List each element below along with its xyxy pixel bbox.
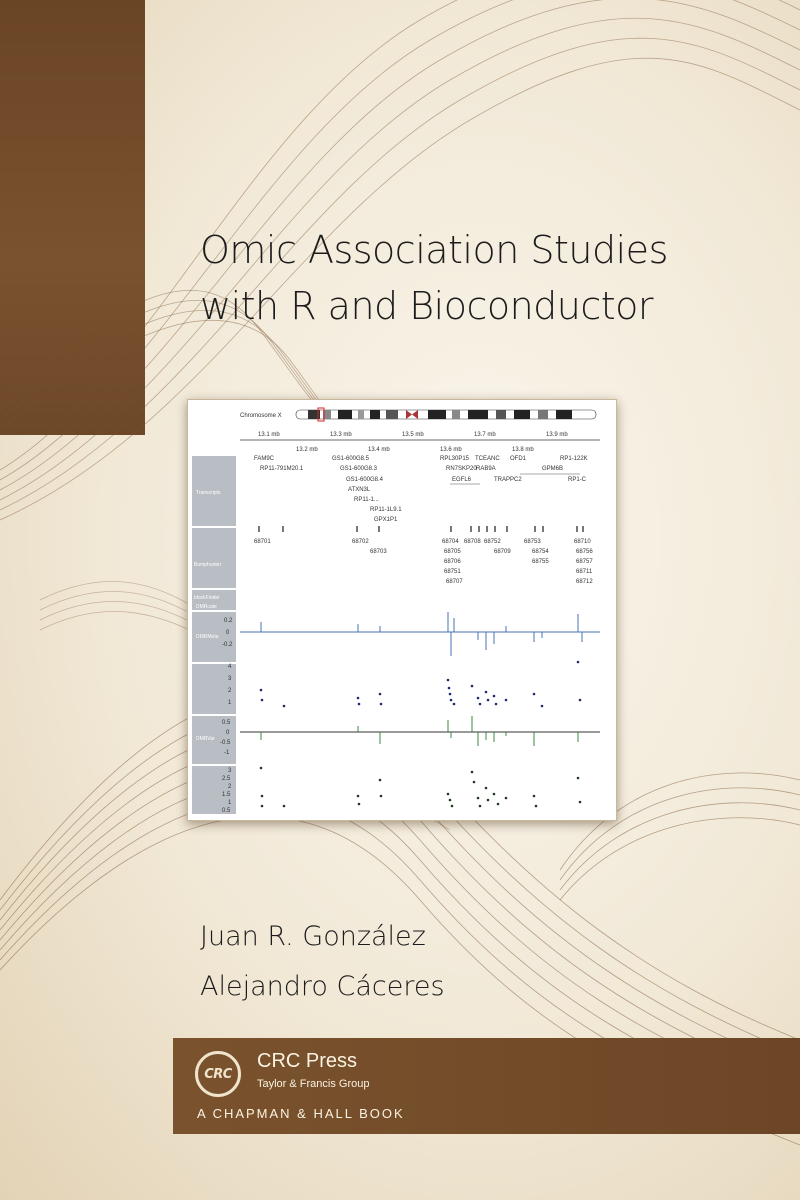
tick-mid-3: 13.6 mb (440, 447, 462, 453)
gene-label: OFD1 (510, 456, 527, 462)
bump-label: 68752 (484, 539, 501, 545)
track-label-blockfinder: blockFinder (194, 595, 220, 601)
track-label-transcripts: Transcripts (196, 490, 221, 496)
axis-tick: -0.2 (222, 642, 233, 648)
axis-tick: 1.5 (222, 792, 231, 798)
bump-label: 68712 (576, 579, 593, 585)
axis-tick: 0.5 (222, 808, 231, 814)
gene-label: EGFL6 (452, 477, 472, 483)
bump-label: 68709 (494, 549, 511, 555)
crc-logo-text: CRC (204, 1066, 232, 1082)
chromosome-label: Chromosome X (240, 413, 282, 419)
bump-label: 68753 (524, 539, 541, 545)
gene-label: RAB9A (476, 466, 496, 472)
bump-label: 68710 (574, 539, 591, 545)
bump-label: 68711 (576, 569, 593, 575)
track-label-dmrcate: DMRcate (196, 604, 217, 610)
axis-tick: 1 (228, 700, 232, 706)
axis-tick: 2 (228, 784, 232, 790)
tick-top-5: 13.9 mb (546, 432, 568, 438)
publisher-name: CRC Press (257, 1050, 358, 1072)
tick-top-2: 13.3 mb (330, 432, 352, 438)
bump-label: 68703 (370, 549, 387, 555)
gene-label: RP1-122K (560, 456, 588, 462)
track-label-bumphunter: Bumphunter (194, 562, 222, 568)
tick-top-1: 13.1 mb (258, 432, 280, 438)
gene-label: RP11-1L9.1 (370, 507, 402, 513)
bump-label: 68706 (444, 559, 461, 565)
bump-label: 68757 (576, 559, 593, 565)
title-line-2: with R and Bioconductor (200, 284, 654, 328)
gene-label: TCEANC (475, 456, 500, 462)
bump-label: 68705 (444, 549, 461, 555)
bump-label: 68755 (532, 559, 549, 565)
bump-label: 68708 (464, 539, 481, 545)
gene-label: GS1-600G8.5 (332, 456, 370, 462)
axis-tick: 2.5 (222, 776, 231, 782)
axis-tick: 2 (228, 688, 232, 694)
cover-figure (187, 399, 617, 821)
gene-label: RP1-C (568, 477, 587, 483)
axis-tick: 3 (228, 676, 232, 682)
author-1: Juan R. González (200, 921, 426, 952)
gene-label: FAM9C (254, 456, 275, 462)
title-line-1: Omic Association Studies (200, 228, 668, 272)
bump-label: 68754 (532, 549, 549, 555)
tick-mid-1: 13.2 mb (296, 447, 318, 453)
bump-label: 68704 (442, 539, 459, 545)
tick-mid-2: 13.4 mb (368, 447, 390, 453)
axis-tick: 0 (226, 730, 230, 736)
gene-label: GPM6B (542, 466, 564, 472)
tick-top-3: 13.5 mb (402, 432, 424, 438)
crc-logo-icon (195, 1051, 241, 1097)
book-authors (200, 912, 445, 1012)
axis-tick: 1 (228, 800, 232, 806)
gene-label: RN7SKP20 (446, 466, 477, 472)
genome-browser-figure (188, 400, 616, 820)
author-2: Alejandro Cáceres (200, 971, 445, 1002)
gene-label: RP11-791M20.1 (260, 466, 304, 472)
axis-tick: 0.5 (222, 720, 231, 726)
book-title (200, 222, 780, 334)
bump-label: 68707 (446, 579, 463, 585)
axis-tick: 4 (228, 664, 232, 670)
axis-tick: 0 (226, 630, 230, 636)
bump-label: 68751 (444, 569, 461, 575)
bump-label: 68702 (352, 539, 369, 545)
bump-label: 68701 (254, 539, 271, 545)
publisher-group: Taylor & Francis Group (257, 1078, 370, 1090)
axis-tick: 0.2 (224, 618, 233, 624)
axis-tick: -1 (224, 750, 230, 756)
gene-label: TRAPPC2 (494, 477, 522, 483)
tick-top-4: 13.7 mb (474, 432, 496, 438)
publisher-series: A CHAPMAN & HALL BOOK (197, 1106, 405, 1121)
gene-label: GS1-600G8.4 (346, 477, 384, 483)
gene-label: RP11-1... (354, 497, 379, 503)
bump-label: 68756 (576, 549, 593, 555)
publisher-bar (173, 1038, 800, 1134)
track-label-dmrvar: DMRVar (196, 736, 215, 742)
gene-label: ATXN3L (348, 487, 371, 493)
gene-label: RPL30P15 (440, 456, 470, 462)
gene-label: GPX1P1 (374, 517, 398, 523)
gene-label: GS1-600G8.3 (340, 466, 378, 472)
tick-mid-4: 13.8 mb (512, 447, 534, 453)
axis-tick: -0.5 (220, 740, 231, 746)
axis-tick: 3 (228, 768, 232, 774)
track-label-dmrmeta: DMRMeta (196, 634, 219, 640)
